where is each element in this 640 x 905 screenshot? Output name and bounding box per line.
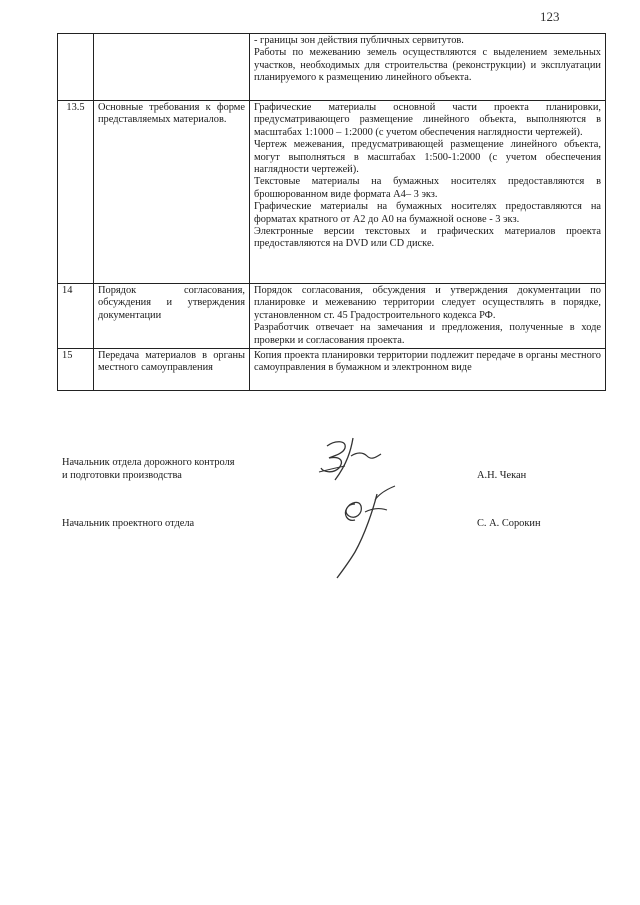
row-number: 14 [58,284,94,349]
paragraph: Копия проекта планировки территории подлежит передаче в органы местного самоуправления в бумажном и электронном виде [254,350,601,374]
row-text [250,284,606,349]
requirements-table [57,33,606,391]
signatory-title-line: Начальник отдела дорожного контроля [62,457,235,468]
table-row [58,284,606,349]
signatory-name-2: С. А. Сорокин [477,518,541,529]
row-title: Передача материалов в органы местного самоуправления [94,349,250,391]
row-number: 15 [58,349,94,391]
paragraph: Графические материалы на бумажных носителях предоставляются на форматах кратного от А2 до А0 на бумажной основе - 3 экз. [254,201,601,225]
table-row [58,34,606,101]
table-row [58,101,606,284]
signatory-title-2 [62,517,292,530]
handwritten-signature-2 [325,482,405,582]
table-row [58,349,606,391]
row-text [250,101,606,284]
row-text [250,349,606,391]
signatory-title-line: Начальник проектного отдела [62,518,195,529]
row-title: Основные требования к форме представляемых материалов. [94,101,250,284]
row-title [94,34,250,101]
paragraph: - границы зон действия публичных сервитутов. [254,35,464,46]
signatory-title-line: и подготовки производства [62,470,182,481]
row-number: 13.5 [58,101,94,284]
paragraph: Электронные версии текстовых и графических материалов проекта предоставляются на DVD или CD диске. [254,226,601,250]
row-text [250,34,606,101]
paragraph: Разработчик отвечает на замечания и предложения, полученные в ходе проверки и согласования проекта. [254,322,601,346]
paragraph: Порядок согласования, обсуждения и утверждения документации по планировке и межеванию территории следует осуществлять в порядке, установленном ст. 45 Градостроительного кодекса РФ. [254,285,601,321]
signatory-title-1 [62,456,292,482]
paragraph: Работы по межеванию земель осуществляются с выделением земельных участков, необходимых для строительства (реконструкции) и эксплуатации планируемого к размещению линейного объекта. [254,47,601,84]
paragraph: Чертеж межевания, предусматривающей размещение линейного объекта, могут выполняться в масштабах 1:500-1:2000 (с учетом обеспечения наглядности чертежей). [254,139,601,176]
paragraph: Текстовые материалы на бумажных носителях предоставляются в брошюрованном виде формата А4– 3 экз. [254,176,601,200]
signatory-name-1: А.Н. Чекан [477,470,527,481]
paragraph: Графические материалы основной части проекта планировки, предусматривающего размещение линейного объекта, выполняются в масштабах 1:1000 – 1:2000 (с учетом обеспечения наглядности чертежей). [254,102,601,138]
row-title: Порядок согласования, обсуждения и утверждения документации [94,284,250,349]
page-number: 123 [540,9,560,24]
row-number [58,34,94,101]
